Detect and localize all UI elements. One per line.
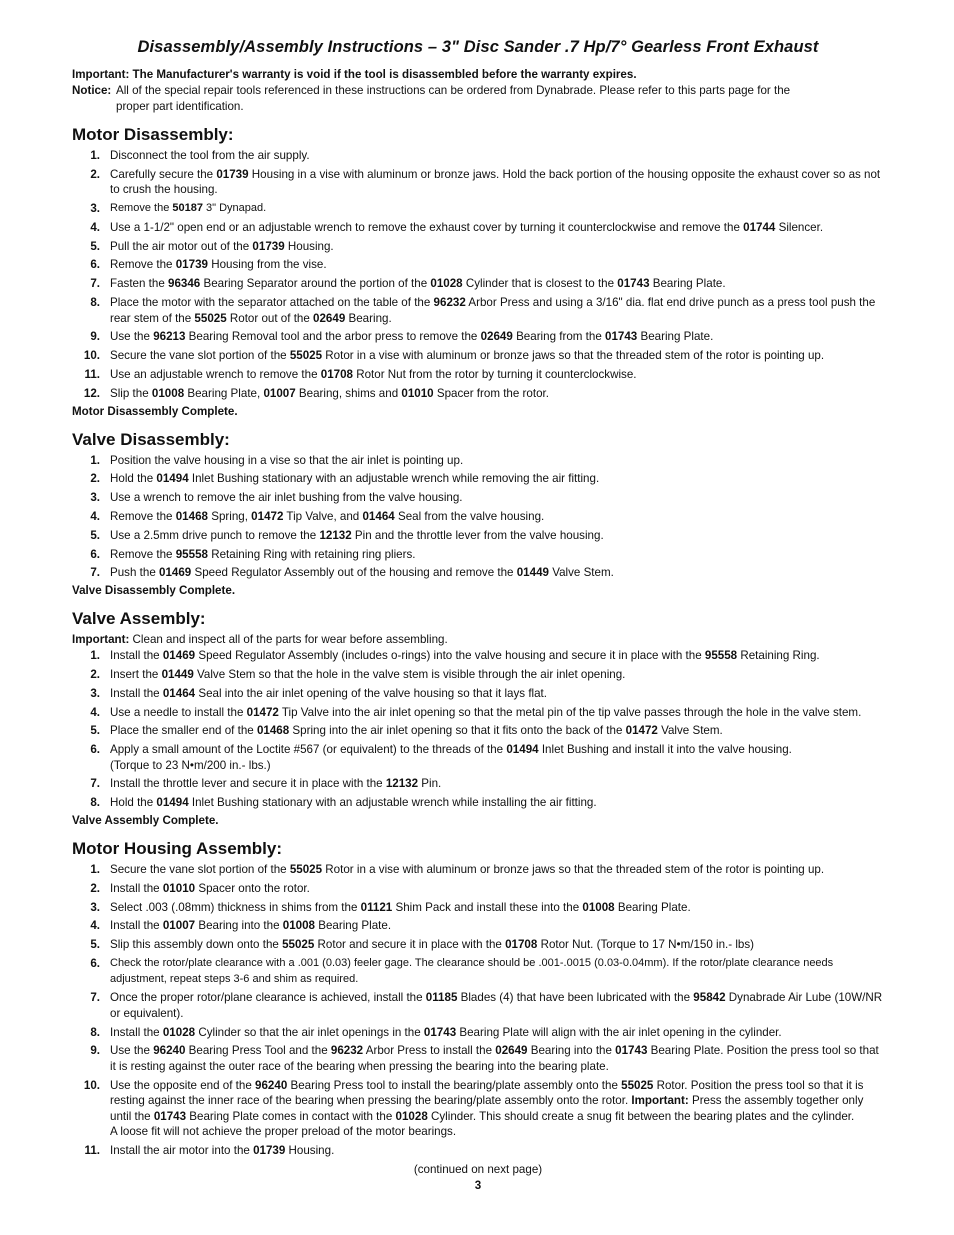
step-number: 3. <box>90 202 100 216</box>
step-item <box>72 1025 884 1041</box>
step-text: Pull the air motor out of the 01739 Housing. <box>110 239 334 253</box>
step-text: Install the 01007 Bearing into the 01008 Bearing Plate. <box>110 919 392 933</box>
step-number: 2. <box>90 881 100 895</box>
step-number: 3. <box>90 686 100 700</box>
step-number: 2. <box>90 472 100 486</box>
step-item <box>72 705 884 721</box>
step-number: 6. <box>90 743 100 757</box>
page-number: 3 <box>474 1178 482 1192</box>
step-text: Fasten the 96346 Bearing Separator around the portion of the 01028 Cylinder that is closest to the 01743 Bearing Plate. <box>110 277 726 291</box>
section-complete: Valve Assembly Complete. <box>72 814 219 828</box>
step-list <box>72 648 884 811</box>
step-number: 5. <box>90 724 100 738</box>
step-text: Use a wrench to remove the air inlet bushing from the valve housing. <box>110 491 463 505</box>
step-number: 5. <box>90 938 100 952</box>
step-text: Position the valve housing in a vise so that the air inlet is pointing up. <box>110 453 464 467</box>
step-item <box>72 239 884 255</box>
step-number: 6. <box>90 547 100 561</box>
step-item <box>72 881 884 897</box>
step-item <box>72 148 884 164</box>
step-item <box>72 990 884 1021</box>
step-text: Slip the 01008 Bearing Plate, 01007 Bearing, shims and 01010 Spacer from the rotor. <box>110 386 549 400</box>
step-text: Push the 01469 Speed Regulator Assembly out of the housing and remove the 01449 Valve Stem. <box>110 566 614 580</box>
step-number: 12. <box>83 386 100 400</box>
step-item <box>72 918 884 934</box>
step-item <box>72 386 884 402</box>
step-text: Install the 01464 Seal into the air inlet opening of the valve housing so that it lays flat. <box>110 686 548 700</box>
step-item <box>72 1143 884 1159</box>
notice-block <box>72 83 884 115</box>
step-item <box>72 257 884 273</box>
instruction-sections <box>72 125 884 1158</box>
step-number: 3. <box>90 491 100 505</box>
section-heading: Valve Assembly: <box>72 609 206 629</box>
step-text: Install the 01010 Spacer onto the rotor. <box>110 881 310 895</box>
step-item <box>72 509 884 525</box>
step-number: 9. <box>90 330 100 344</box>
continued-note: (continued on next page) <box>413 1162 543 1176</box>
step-number: 1. <box>90 649 100 663</box>
section-heading: Motor Disassembly: <box>72 125 234 144</box>
step-text: Check the rotor/plate clearance with a .001 (0.03) feeler gage. The clearance should be .001-.0015 (0.03-0.04mm). If the rotor/plate clearance needs adjustment, repeat steps 3-6 and shim as required. <box>110 957 834 985</box>
step-text: Remove the 01739 Housing from the vise. <box>110 258 327 272</box>
step-number: 3. <box>90 900 100 914</box>
step-text: Slip this assembly down onto the 55025 Rotor and secure it in place with the 01708 Rotor Nut. (Torque to 17 N•m/150 in.- lbs) <box>110 938 755 952</box>
warranty-notice: Important: The Manufacturer's warranty is void if the tool is disassembled before the warranty expires. <box>72 68 637 81</box>
step-number: 4. <box>90 919 100 933</box>
step-number: 5. <box>90 528 100 542</box>
step-number: 4. <box>90 705 100 719</box>
step-text: Install the 01028 Cylinder so that the air inlet openings in the 01743 Bearing Plate will align with the air inlet opening in the cylinder. <box>110 1025 782 1039</box>
step-text: Insert the 01449 Valve Stem so that the hole in the valve stem is visible through the air inlet opening. <box>110 667 626 681</box>
step-number: 8. <box>90 1025 100 1039</box>
step-item <box>72 742 884 773</box>
notice-text: All of the special repair tools referenced in these instructions can be ordered from Dynabrade. Please refer to this parts page for the proper part identification. <box>116 84 791 113</box>
step-item <box>72 367 884 383</box>
step-item <box>72 900 884 916</box>
step-number: 1. <box>90 149 100 162</box>
step-number: 10. <box>83 349 100 363</box>
step-text: Secure the vane slot portion of the 55025 Rotor in a vise with aluminum or bronze jaws so that the threaded stem of the rotor is pointing up. <box>110 863 825 877</box>
step-item <box>72 686 884 702</box>
step-item <box>72 937 884 953</box>
step-number: 4. <box>90 509 100 523</box>
step-text: Secure the vane slot portion of the 55025 Rotor in a vise with aluminum or bronze jaws so that the threaded stem of the rotor is pointing up. <box>110 349 825 363</box>
step-text: Place the smaller end of the 01468 Spring into the air inlet opening so that it fits onto the back of the 01472 Valve Stem. <box>110 724 723 738</box>
step-item <box>72 1043 884 1074</box>
step-text: Use the 96213 Bearing Removal tool and the arbor press to remove the 02649 Bearing from the 01743 Bearing Plate. <box>110 330 714 344</box>
step-item <box>72 956 884 987</box>
step-text: Carefully secure the 01739 Housing in a vise with aluminum or bronze jaws. Hold the back portion of the housing opposite the exhaust cover so as not to crush the housing. <box>110 167 881 197</box>
step-text: Once the proper rotor/plane clearance is achieved, install the 01185 Blades (4) that have been lubricated with the 95842 Dynabrade Air Lube (10W/NR or equivalent). <box>110 991 883 1020</box>
step-text: Use a needle to install the 01472 Tip Valve into the air inlet opening so that the metal pin of the tip valve passes through the hole in the valve stem. <box>110 705 862 719</box>
step-number: 7. <box>90 991 100 1005</box>
step-text: Remove the 95558 Retaining Ring with retaining ring pliers. <box>110 547 416 561</box>
step-list <box>72 148 884 401</box>
section-heading: Motor Housing Assembly: <box>72 839 282 859</box>
step-text: Disconnect the tool from the air supply. <box>110 149 310 162</box>
step-number: 1. <box>90 453 100 467</box>
step-item <box>72 453 884 469</box>
step-item <box>72 471 884 487</box>
step-number: 10. <box>83 1078 100 1092</box>
step-text: Install the throttle lever and secure it in place with the 12132 Pin. <box>110 777 442 791</box>
step-text: Hold the 01494 Inlet Bushing stationary with an adjustable wrench while removing the air fitting. <box>110 472 600 486</box>
step-text: Remove the 50187 3" Dynapad. <box>110 202 267 215</box>
page-title: Disassembly/Assembly Instructions – 3" Disc Sander .7 Hp/7° Gearless Front Exhaust <box>137 38 819 56</box>
step-item <box>72 667 884 683</box>
step-text: Use a 2.5mm drive punch to remove the 12132 Pin and the throttle lever from the valve housing. <box>110 528 604 542</box>
step-number: 9. <box>90 1044 100 1058</box>
step-text: Use an adjustable wrench to remove the 01708 Rotor Nut from the rotor by turning it counterclockwise. <box>110 367 637 381</box>
step-number: 1. <box>90 863 100 877</box>
step-number: 8. <box>90 296 100 310</box>
step-item <box>72 490 884 506</box>
step-item <box>72 329 884 345</box>
step-item <box>72 167 884 198</box>
step-item <box>72 1078 884 1140</box>
step-list <box>72 453 884 581</box>
step-number: 7. <box>90 566 100 580</box>
document-page <box>72 38 884 1194</box>
step-item <box>72 648 884 664</box>
step-text: Apply a small amount of the Loctite #567 (or equivalent) to the threads of the 01494 Inlet Bushing and install it into the valve housing. (Torque to 23 N•m/200 in.- lbs.) <box>110 743 792 772</box>
step-item <box>72 220 884 236</box>
step-number: 7. <box>90 777 100 791</box>
step-number: 2. <box>90 667 100 681</box>
step-item <box>72 565 884 581</box>
step-item <box>72 776 884 792</box>
step-text: Use the opposite end of the 96240 Bearing Press tool to install the bearing/plate assembly onto the 55025 Rotor. Position the press tool so that it is resting against the inner race of the bearing when pressing the bearing/plate assembly onto the rotor. Important: Press the assembly together only until the 01743 Bearing Plate comes in contact with the 01028 Cylinder. This should create a snug fit between the bearing plates and the cylinder. A loose fit will not achieve the proper preload of the motor bearings. <box>110 1078 864 1139</box>
step-number: 2. <box>90 167 100 181</box>
step-number: 11. <box>84 1143 100 1157</box>
step-number: 5. <box>90 239 100 253</box>
step-text: Place the motor with the separator attached on the table of the 96232 Arbor Press and using a 3/16" dia. flat end drive punch as a press tool push the rear stem of the 55025 Rotor out of the 02649 Bearing. <box>110 296 876 325</box>
step-text: Select .003 (.08mm) thickness in shims from the 01121 Shim Pack and install these into the 01008 Bearing Plate. <box>110 900 691 914</box>
section-complete: Valve Disassembly Complete. <box>72 584 236 598</box>
section-intro: Important: Clean and inspect all of the parts for wear before assembling. <box>72 633 448 647</box>
step-text: Use a 1-1/2" open end or an adjustable wrench to remove the exhaust cover by turning it counterclockwise and remove the 01744 Silencer. <box>110 220 824 234</box>
step-item <box>72 348 884 364</box>
step-item <box>72 201 884 217</box>
step-text: Hold the 01494 Inlet Bushing stationary with an adjustable wrench while installing the air fitting. <box>110 796 597 810</box>
step-item <box>72 276 884 292</box>
step-text: Remove the 01468 Spring, 01472 Tip Valve, and 01464 Seal from the valve housing. <box>110 509 545 523</box>
step-text: Install the air motor into the 01739 Housing. <box>110 1143 335 1157</box>
step-number: 11. <box>84 367 100 381</box>
step-item <box>72 723 884 739</box>
step-text: Use the 96240 Bearing Press Tool and the 96232 Arbor Press to install the 02649 Bearing into the 01743 Bearing Plate. Position the press tool so that it is resting against the outer race of the bearing when pressing the bearing into the bearing plate. <box>110 1044 879 1073</box>
step-item <box>72 862 884 878</box>
step-number: 8. <box>90 796 100 810</box>
step-item <box>72 795 884 811</box>
step-number: 4. <box>90 220 100 234</box>
step-list <box>72 862 884 1158</box>
section-heading: Valve Disassembly: <box>72 429 230 449</box>
step-item <box>72 547 884 563</box>
step-number: 6. <box>90 258 100 272</box>
step-item <box>72 528 884 544</box>
section-complete: Motor Disassembly Complete. <box>72 404 238 418</box>
step-text: Install the 01469 Speed Regulator Assembly (includes o-rings) into the valve housing and secure it in place with the 95558 Retaining Ring. <box>110 649 820 663</box>
step-number: 7. <box>90 277 100 291</box>
notice-label: Notice: <box>72 84 112 97</box>
step-item <box>72 295 884 326</box>
step-number: 6. <box>90 957 100 970</box>
